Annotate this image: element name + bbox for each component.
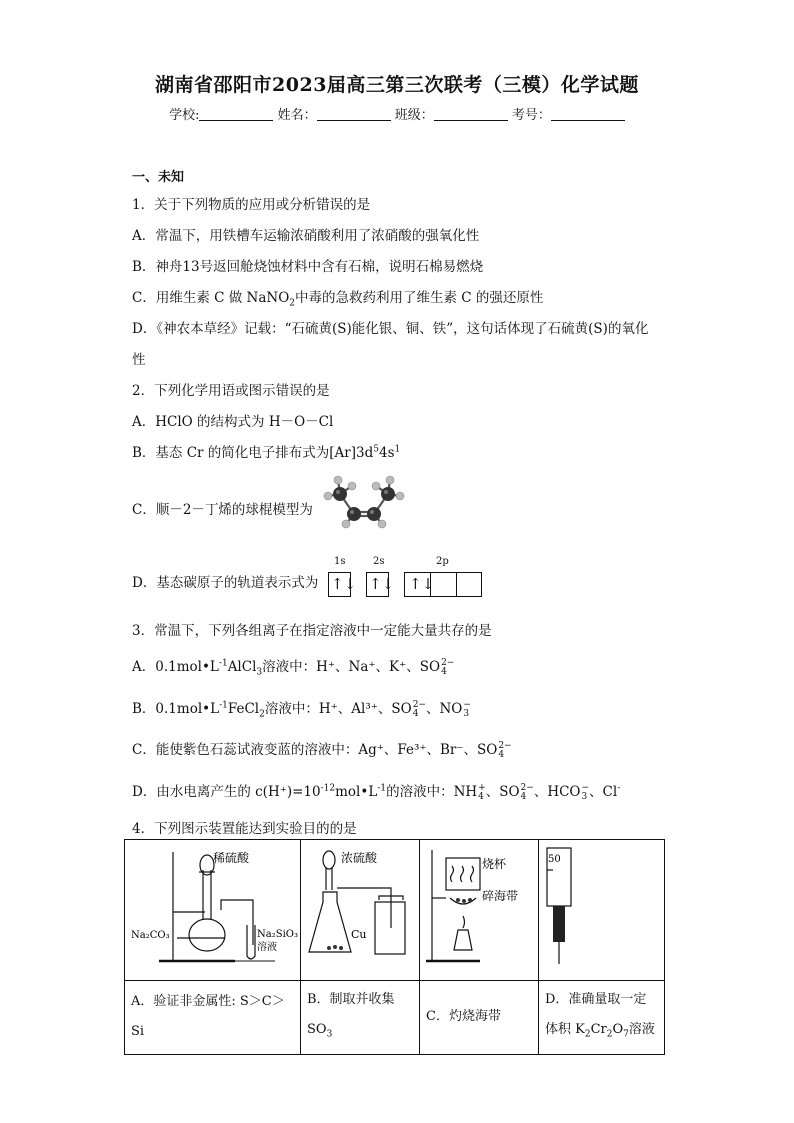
q2-option-d: D．基态碳原子的轨道表示式为 bbox=[132, 575, 319, 591]
option-c-caption bbox=[420, 981, 539, 1055]
orbital-label-1s: 1s bbox=[334, 556, 346, 567]
q3-c-text: C．能使紫色石蕊试液变蓝的溶液中：Ag⁺、Fe³⁺、Br⁻、SO bbox=[132, 742, 498, 758]
fig-a-right-label-2: 溶液 bbox=[257, 942, 277, 953]
q3-b-ion-sup: 2− bbox=[412, 699, 426, 710]
q3-option-a bbox=[132, 655, 454, 678]
option-d-caption bbox=[539, 981, 665, 1055]
q2-option-c: C．顺－2－丁烯的球棍模型为 bbox=[132, 502, 313, 518]
option-d-sub-1: 2 bbox=[584, 1029, 591, 1040]
apparatus-d-diagram bbox=[539, 840, 664, 976]
q3-b-ion-sub: 4 bbox=[412, 708, 419, 719]
q1-option-b: B．神舟13号返回舱烧蚀材料中含有石棉，说明石棉易燃烧 bbox=[132, 259, 484, 275]
q3-b-post2: 、NO bbox=[425, 701, 463, 717]
q1-c-text-2: 中毒的急救药利用了维生素 C 的强还原性 bbox=[295, 290, 544, 306]
q3-b-ion2-sup: − bbox=[463, 699, 471, 710]
q3-b-sup: -1 bbox=[219, 700, 228, 711]
q3-option-b bbox=[132, 697, 471, 720]
q1-option-c bbox=[132, 286, 543, 309]
q1-c-text: C．用维生素 C 做 NaNO bbox=[132, 290, 290, 306]
q3-d-text: D．由水电离产生的 c(H⁺)=10 bbox=[132, 784, 321, 800]
id-label: 考号： bbox=[511, 108, 551, 123]
q3-a-post: 溶液中：H⁺、Na⁺、K⁺、SO bbox=[262, 659, 441, 675]
name-blank[interactable] bbox=[317, 106, 391, 121]
id-blank[interactable] bbox=[551, 106, 625, 121]
option-b-caption bbox=[301, 981, 420, 1055]
orbital-label-2s: 2s bbox=[373, 556, 385, 567]
q2-option-a: A．HClO 的结构式为 H－O－Cl bbox=[132, 414, 334, 430]
option-d-text-b: Cr bbox=[590, 1022, 607, 1037]
q3-b-mid: FeCl bbox=[227, 701, 260, 717]
exam-title: 湖南省邵阳市2023届高三第三次联考（三模）化学试题 bbox=[155, 74, 639, 96]
fig-a-acid-label: 稀硫酸 bbox=[213, 851, 250, 865]
q3-stem: 3．常温下，下列各组离子在指定溶液中一定能大量共存的是 bbox=[132, 623, 492, 639]
school-label: 学校: bbox=[169, 108, 200, 123]
option-d-line2 bbox=[545, 1015, 658, 1050]
option-d-text-a: 体积 K bbox=[545, 1022, 585, 1037]
q3-d-sup2: -1 bbox=[377, 783, 387, 794]
fig-b-metal-label: Cu bbox=[351, 928, 367, 941]
option-b-line2 bbox=[307, 1015, 413, 1050]
q2-b-sup-2: 1 bbox=[394, 444, 401, 455]
option-b-line2-text: SO bbox=[307, 1022, 327, 1037]
fig-a-right-label-1: Na₂SiO₃ bbox=[257, 929, 298, 940]
class-blank[interactable] bbox=[434, 106, 508, 121]
q1-option-d: D．《神农本草经》记载：“石硫黄(S)能化银、铜、铁”，这句话体现了石硫黄(S)的氧化 bbox=[132, 321, 649, 337]
q3-a-ion-sup: 2− bbox=[441, 657, 455, 668]
q2-b-sup: 5 bbox=[373, 444, 379, 455]
q3-c-ion-sup: 2− bbox=[498, 740, 512, 751]
q3-b-text: B．0.1mol•L bbox=[132, 701, 220, 717]
q3-d-ion1-sub: 4 bbox=[478, 791, 484, 802]
orbital-box-2p bbox=[404, 572, 482, 597]
apparatus-c-diagram bbox=[420, 840, 538, 976]
q3-d-ion2-sup: 2− bbox=[520, 782, 534, 793]
orbital-arrows-1s: ↑↓ bbox=[331, 575, 357, 593]
option-d-line1: D．准确量取一定 bbox=[545, 992, 647, 1007]
option-b-line1: B．制取并收集 bbox=[307, 992, 395, 1007]
q3-c-ion-sub: 4 bbox=[498, 749, 505, 760]
q2-b-text: B．基态 Cr 的简化电子排布式为[Ar]3d bbox=[132, 445, 374, 461]
section-title: 一、未知 bbox=[132, 170, 185, 185]
apparatus-figure-row bbox=[125, 840, 665, 981]
q3-d-ion3-sup: − bbox=[581, 782, 590, 793]
orbital-box-2s bbox=[366, 572, 395, 597]
q3-d-post3: 、HCO bbox=[533, 784, 581, 800]
q1-stem: 1．关于下列物质的应用或分析错误的是 bbox=[132, 197, 371, 213]
apparatus-figure-c bbox=[420, 840, 539, 981]
option-d-text-d: 溶液 bbox=[628, 1022, 655, 1037]
option-d-text-c: O bbox=[612, 1022, 624, 1037]
option-a-caption bbox=[125, 981, 301, 1055]
fig-a-left-label: Na₂CO₃ bbox=[131, 930, 170, 941]
option-c-text: C．灼烧海带 bbox=[426, 1009, 501, 1025]
orbital-arrows-2s: ↑↓ bbox=[369, 575, 395, 593]
q3-b-sub: 2 bbox=[259, 709, 265, 720]
q3-a-ion-sub: 4 bbox=[441, 666, 447, 677]
orbital-arrows-2p: ↑↓ bbox=[409, 575, 435, 593]
q3-d-ion2-sub: 4 bbox=[520, 791, 527, 802]
cis-2-butene-ball-stick-model bbox=[318, 472, 414, 530]
q3-a-sup: -1 bbox=[218, 658, 228, 669]
fig-b-acid-label: 浓硫酸 bbox=[341, 851, 378, 865]
q3-d-ion1-sup: + bbox=[478, 782, 486, 793]
fig-d-mark-label: 50 bbox=[548, 854, 561, 865]
q1-option-d-cont: 性 bbox=[132, 352, 146, 368]
q4-stem: 4．下列图示装置能达到实验目的的是 bbox=[132, 821, 357, 837]
q3-d-ion3-sub: 3 bbox=[581, 791, 588, 802]
q3-d-post2: 、SO bbox=[485, 784, 520, 800]
apparatus-figure-d bbox=[539, 840, 665, 981]
option-a-line1: A．验证非金属性: S＞C＞ bbox=[131, 994, 285, 1010]
q3-b-post: 溶液中：H⁺、Al³⁺、SO bbox=[264, 701, 412, 717]
q1-option-a: A．常温下，用铁槽车运输浓硝酸利用了浓硝酸的强氧化性 bbox=[132, 228, 480, 244]
q3-d-sup: -12 bbox=[320, 783, 336, 794]
option-d-sub-3: 7 bbox=[623, 1029, 629, 1040]
name-label: 姓名： bbox=[277, 108, 317, 123]
school-blank[interactable] bbox=[199, 106, 273, 121]
apparatus-b-diagram bbox=[301, 840, 419, 976]
option-d-sub-2: 2 bbox=[606, 1029, 613, 1040]
q2-stem: 2．下列化学用语或图示错误的是 bbox=[132, 383, 330, 399]
q3-a-mid: AlCl bbox=[227, 659, 257, 675]
q3-option-c bbox=[132, 738, 512, 760]
q2-option-b bbox=[132, 441, 400, 461]
q1-c-sub: 2 bbox=[289, 298, 296, 309]
q3-a-sub: 3 bbox=[256, 667, 263, 678]
apparatus-a-diagram bbox=[125, 840, 300, 976]
q3-option-d bbox=[132, 780, 620, 802]
fig-c-beaker-label: 烧杯 bbox=[482, 857, 507, 871]
orbital-label-2p: 2p bbox=[436, 556, 449, 567]
q3-b-ion2-sub: 3 bbox=[463, 708, 470, 719]
fig-c-seaweed-label: 碎海带 bbox=[482, 889, 519, 903]
class-label: 班级： bbox=[394, 108, 434, 123]
apparatus-figure-b bbox=[301, 840, 420, 981]
apparatus-table bbox=[124, 839, 665, 1055]
q3-d-ion4-sup: - bbox=[617, 783, 621, 794]
option-a-line2: Si bbox=[131, 1024, 145, 1040]
apparatus-figure-a bbox=[125, 840, 301, 981]
q3-d-mid: mol•L bbox=[335, 784, 378, 800]
q3-d-post: 的溶液中：NH bbox=[386, 784, 478, 800]
q3-a-text: A．0.1mol•L bbox=[132, 659, 219, 675]
q3-d-post4: 、Cl bbox=[589, 784, 618, 800]
option-b-line2-sub: 3 bbox=[326, 1029, 333, 1040]
q2-b-mid: 4s bbox=[379, 445, 395, 461]
orbital-box-1s bbox=[328, 572, 357, 597]
apparatus-caption-row bbox=[125, 981, 665, 1055]
student-info-line bbox=[0, 104, 794, 123]
